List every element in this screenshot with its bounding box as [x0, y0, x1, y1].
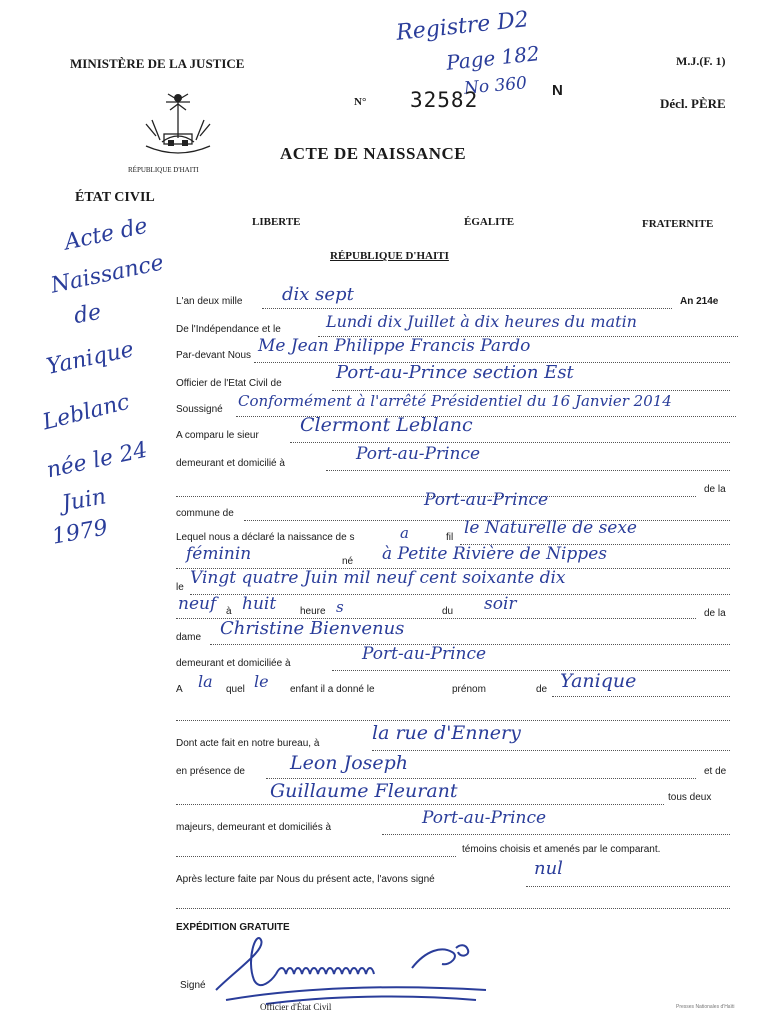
value-heure-suffix: s [336, 598, 344, 616]
label-year: L'an deux mille [176, 296, 243, 307]
declaration-type: Décl. PÈRE [660, 96, 726, 111]
label-a: à [226, 606, 232, 617]
registry-note-line3: No 360 [463, 73, 528, 99]
margin-note-line: Leblanc [40, 389, 133, 436]
label-officier: Officier de l'Etat Civil de [176, 378, 282, 389]
value-birthplace: à Petite Rivière de Nippes [382, 544, 607, 564]
label-temoins: témoins choisis et amenés par le comparant. [462, 844, 661, 855]
label-ne: né [342, 556, 354, 567]
label-et-de: et de [704, 766, 727, 777]
seal-caption: RÉPUBLIQUE D'HAITI [128, 166, 199, 174]
form-code: M.J.(F. 1) [676, 54, 726, 68]
suffix-letter: N [552, 82, 563, 99]
officer-signature [206, 930, 496, 1010]
margin-note-line: Yanique [44, 337, 137, 380]
value-year-end: neuf [178, 594, 217, 614]
margin-note-line: Naissance [48, 250, 166, 299]
label-commune: commune de [176, 508, 234, 519]
label-heure: heure [300, 606, 326, 617]
label-majeurs: majeurs, demeurant et domiciliés à [176, 822, 332, 833]
value-sex: féminin [186, 544, 252, 564]
label-par-devant: Par-devant Nous [176, 350, 252, 361]
label-prenom: prénom [452, 684, 486, 695]
label-du: du [442, 606, 454, 617]
value-date-time: Lundi dix Juillet à dix heures du matin [326, 312, 637, 331]
label-a-2: A [176, 684, 183, 695]
republique-heading: RÉPUBLIQUE D'HAITI [330, 250, 449, 262]
label-demeurant: demeurant et domicilié à [176, 458, 285, 469]
value-witness-2: Guillaume Fleurant [270, 780, 458, 802]
label-an: An 214e [680, 296, 719, 307]
label-apres-lecture: Après lecture faite par Nous du présent acte, l'avons signé [176, 874, 435, 885]
etat-civil-label: ÉTAT CIVIL [75, 190, 155, 205]
value-sa: a [400, 524, 409, 542]
value-arrete: Conformément à l'arrêté Présidentiel du 16 Janvier 2014 [238, 392, 672, 410]
label-enfant: enfant il a donné le [290, 684, 375, 695]
motto-egalite: ÉGALITE [464, 216, 515, 228]
margin-note-line: de [72, 299, 104, 330]
value-le: le [254, 672, 269, 691]
registry-note-line1: Registre D2 [395, 7, 530, 46]
margin-note-line: Acte de [62, 213, 150, 256]
label-dame: dame [176, 632, 202, 643]
document-title: ACTE DE NAISSANCE [280, 144, 467, 163]
label-lequel: Lequel nous a déclaré la naissance de s [176, 532, 355, 543]
label-tous-deux: tous deux [668, 792, 712, 803]
margin-note-line: née le 24 [44, 437, 150, 484]
registry-note-line2: Page 182 [445, 41, 541, 75]
value-year: dix sept [282, 284, 354, 305]
label-de-la-2: de la [704, 608, 726, 619]
value-father-name: Clermont Leblanc [300, 414, 473, 436]
motto-liberte: LIBERTE [252, 216, 301, 228]
value-first-name: Yanique [560, 670, 637, 692]
value-signed: nul [534, 858, 563, 879]
label-le: le [176, 582, 184, 593]
officer-caption: Officier d'État Civil [260, 1002, 332, 1012]
value-witness-1: Leon Joseph [290, 752, 409, 774]
value-commune: Port-au-Prince [424, 490, 549, 510]
label-independance: De l'Indépendance et le [176, 324, 281, 335]
label-presence: en présence de [176, 766, 245, 777]
value-mother-residence: Port-au-Prince [362, 644, 487, 664]
value-child-type: le Naturelle de sexe [464, 518, 637, 538]
signe-label: Signé [180, 980, 206, 991]
value-hour: huit [242, 594, 277, 614]
document-number: 32582 [410, 88, 479, 112]
number-prefix: N° [354, 96, 367, 108]
value-period: soir [484, 594, 517, 614]
value-father-residence: Port-au-Prince [356, 444, 481, 464]
margin-note-line: Juin [60, 484, 109, 517]
value-birth-date: Vingt quatre Juin mil neuf cent soixante dix [190, 568, 566, 588]
value-officer-name: Me Jean Philippe Francis Pardo [258, 336, 531, 356]
value-section: Port-au-Prince section Est [336, 362, 574, 383]
label-demeurant-mother: demeurant et domiciliée à [176, 658, 291, 669]
label-fil: fil [446, 532, 454, 543]
coat-of-arms-seal [132, 90, 224, 162]
ministry-title: MINISTÈRE DE LA JUSTICE [70, 56, 245, 71]
footer-tiny: Presses Nationales d'Haïti [676, 1004, 735, 1010]
label-soussigne: Soussigné [176, 404, 223, 415]
motto-fraternite: FRATERNITE [642, 218, 714, 230]
value-bureau: la rue d'Ennery [372, 722, 521, 744]
value-witness-residence: Port-au-Prince [422, 808, 547, 828]
label-comparu: A comparu le sieur [176, 430, 259, 441]
expedition-label: EXPÉDITION GRATUITE [176, 922, 290, 933]
value-la: la [198, 672, 213, 691]
value-mother-name: Christine Bienvenus [220, 618, 405, 639]
margin-note-line: 1979 [50, 515, 110, 550]
label-quel: quel [226, 684, 245, 695]
label-de: de [536, 684, 548, 695]
label-dont-acte: Dont acte fait en notre bureau, à [176, 738, 320, 749]
label-de-la-1: de la [704, 484, 726, 495]
